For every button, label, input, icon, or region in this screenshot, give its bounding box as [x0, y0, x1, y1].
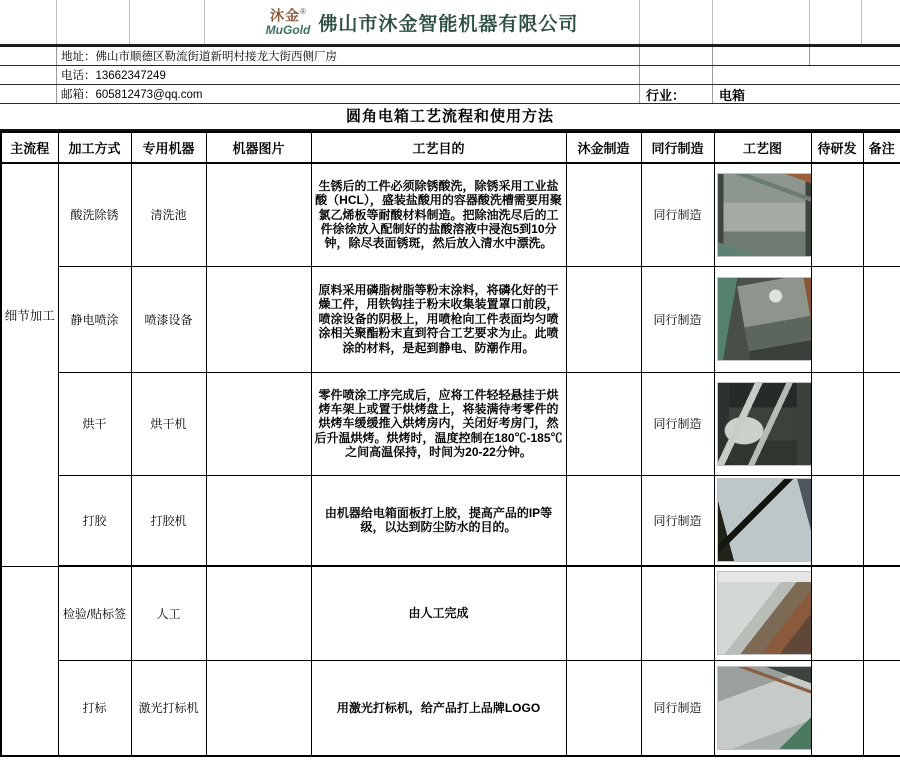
main-process-merged-cell: [1, 163, 58, 566]
machine-cell: 人工: [131, 566, 206, 660]
remarks-cell: [863, 566, 900, 660]
mugold-logo: [266, 8, 311, 35]
mujin-made-cell: [566, 266, 641, 372]
info-grid-cell: [810, 47, 862, 65]
process-photo: [717, 571, 812, 655]
remarks-cell: [863, 266, 900, 372]
remarks-cell: [863, 372, 900, 475]
purpose-cell: 由机器给电箱面板打上胶，提高产品的IP等级，以达到防尘防水的目的。: [311, 475, 566, 566]
email-text: 邮箱：605812473@qq.com: [57, 85, 640, 103]
method-cell: 酸洗除锈: [58, 163, 131, 266]
machine-image-cell: [206, 372, 311, 475]
to-develop-cell: [811, 163, 863, 266]
header-grid-cell: [862, 0, 900, 44]
machine-image-cell: [206, 266, 311, 372]
machine-cell: 烘干机: [131, 372, 206, 475]
company-header-row: [0, 0, 900, 47]
machine-cell: 打胶机: [131, 475, 206, 566]
purpose-cell: 用激光打标机，给产品打上品牌LOGO: [311, 660, 566, 756]
process-image-cell: [714, 660, 811, 756]
main-process-label: 细节加工: [4, 309, 55, 323]
col-header-peer-made: 同行制造: [641, 132, 714, 163]
process-photo: [717, 666, 812, 750]
peer-made-cell: 同行制造: [641, 163, 714, 266]
remarks-cell: [863, 475, 900, 566]
registered-trademark-icon: ®: [300, 7, 306, 17]
process-image-cell: [714, 566, 811, 660]
col-header-machine-image: 机器图片: [206, 132, 311, 163]
mujin-made-cell: [566, 372, 641, 475]
header-grid-cell: [810, 0, 862, 44]
peer-made-cell: 同行制造: [641, 266, 714, 372]
process-image-cell: [714, 163, 811, 266]
process-image-cell: [714, 266, 811, 372]
header-grid-cell: [130, 0, 205, 44]
col-header-method: 加工方式: [58, 132, 131, 163]
method-cell: 打标: [58, 660, 131, 756]
col-header-machine: 专用机器: [131, 132, 206, 163]
info-grid-cell: [713, 47, 810, 65]
info-grid-cell: [640, 66, 713, 84]
process-photo: [717, 478, 812, 562]
phone-text: 电话：13662347249: [57, 66, 640, 84]
process-table: [0, 131, 900, 757]
logo-english-text: MuGold: [265, 22, 311, 37]
to-develop-cell: [811, 266, 863, 372]
col-header-main-process: 主流程: [1, 132, 58, 163]
table-row: [1, 475, 900, 566]
header-grid-cell: [713, 0, 810, 44]
method-cell: 烘干: [58, 372, 131, 475]
info-grid-cell: [0, 85, 57, 103]
col-header-to-develop: 待研发: [811, 132, 863, 163]
info-grid-cell: [0, 47, 57, 65]
purpose-cell: 零件喷涂工序完成后，应将工件轻轻悬挂于烘烤车架上或置于烘烤盘上，将装满待考零件的烘烤车缓缓推入烘烤房内，关闭好考房门，然后升温烘烤。烘烤时，温度控制在180℃-185℃之间高温保持，时间为20-22分钟。: [311, 372, 566, 475]
logo-chinese-text: 沐金: [270, 7, 301, 24]
method-cell: 检验/贴标签: [58, 566, 131, 660]
company-brand-cell: [205, 0, 640, 44]
industry-value: 电箱: [719, 87, 746, 103]
header-grid-cell: [640, 0, 713, 44]
table-row: [1, 163, 900, 266]
info-grid-cell: [0, 66, 57, 84]
method-cell: 打胶: [58, 475, 131, 566]
info-grid-cell: [640, 47, 713, 65]
machine-image-cell: [206, 163, 311, 266]
email-row: [0, 85, 900, 104]
remarks-cell: [863, 660, 900, 756]
machine-image-cell: [206, 566, 311, 660]
peer-made-cell: 同行制造: [641, 660, 714, 756]
machine-cell: 清洗池: [131, 163, 206, 266]
purpose-cell: 生锈后的工件必须除锈酸洗，除锈采用工业盐酸（HCL），盛装盐酸用的容器酸洗槽需要用聚氯乙烯板等耐酸材料制造。把除油洗尽后的工件徐徐放入配制好的盐酸溶液中浸泡5到10分钟，除尽表面锈斑，然后放入清水中漂洗。: [311, 163, 566, 266]
header-grid-cell: [57, 0, 130, 44]
process-image-cell: [714, 372, 811, 475]
process-photo: [717, 382, 812, 466]
col-header-purpose: 工艺目的: [311, 132, 566, 163]
to-develop-cell: [811, 566, 863, 660]
address-text: 地址：佛山市顺德区勒流街道新明村接龙大街西侧厂房: [57, 47, 640, 65]
main-process-merged-cell-empty: [1, 566, 58, 756]
col-header-remarks: 备注: [863, 132, 900, 163]
machine-cell: 喷漆设备: [131, 266, 206, 372]
company-name: 佛山市沐金智能机器有限公司: [318, 13, 579, 35]
mujin-made-cell: [566, 475, 641, 566]
industry-label: 行业：: [640, 85, 713, 103]
process-photo: [717, 277, 812, 361]
to-develop-cell: [811, 475, 863, 566]
phone-row: [0, 66, 900, 85]
mujin-made-cell: [566, 163, 641, 266]
table-row: [1, 372, 900, 475]
mujin-made-cell: [566, 566, 641, 660]
peer-made-cell: [641, 566, 714, 660]
header-grid-cell: [0, 0, 57, 44]
machine-cell: 激光打标机: [131, 660, 206, 756]
purpose-cell: 原料采用磷脂树脂等粉末涂料，将磷化好的干燥工件，用铁钩挂于粉末收集装置罩口前段，喷涂设备的阴极上，用喷枪向工件表面均匀喷涂相关聚酯粉末直到符合工艺要求为止。此喷涂的材料，是起到静电、防潮作用。: [311, 266, 566, 372]
document-title: 圆角电箱工艺流程和使用方法: [0, 104, 900, 131]
col-header-mujin-made: 沐金制造: [566, 132, 641, 163]
purpose-cell: 由人工完成: [311, 566, 566, 660]
address-row: [0, 47, 900, 66]
table-row: [1, 660, 900, 756]
process-photo: [717, 173, 812, 257]
process-image-cell: [714, 475, 811, 566]
info-grid-cell: [713, 66, 810, 84]
mujin-made-cell: [566, 660, 641, 756]
peer-made-cell: 同行制造: [641, 372, 714, 475]
machine-image-cell: [206, 660, 311, 756]
to-develop-cell: [811, 372, 863, 475]
method-cell: 静电喷涂: [58, 266, 131, 372]
to-develop-cell: [811, 660, 863, 756]
machine-image-cell: [206, 475, 311, 566]
table-header-row: [1, 132, 900, 163]
table-row: [1, 266, 900, 372]
col-header-process-image: 工艺图: [714, 132, 811, 163]
peer-made-cell: 同行制造: [641, 475, 714, 566]
table-row: [1, 566, 900, 660]
remarks-cell: [863, 163, 900, 266]
